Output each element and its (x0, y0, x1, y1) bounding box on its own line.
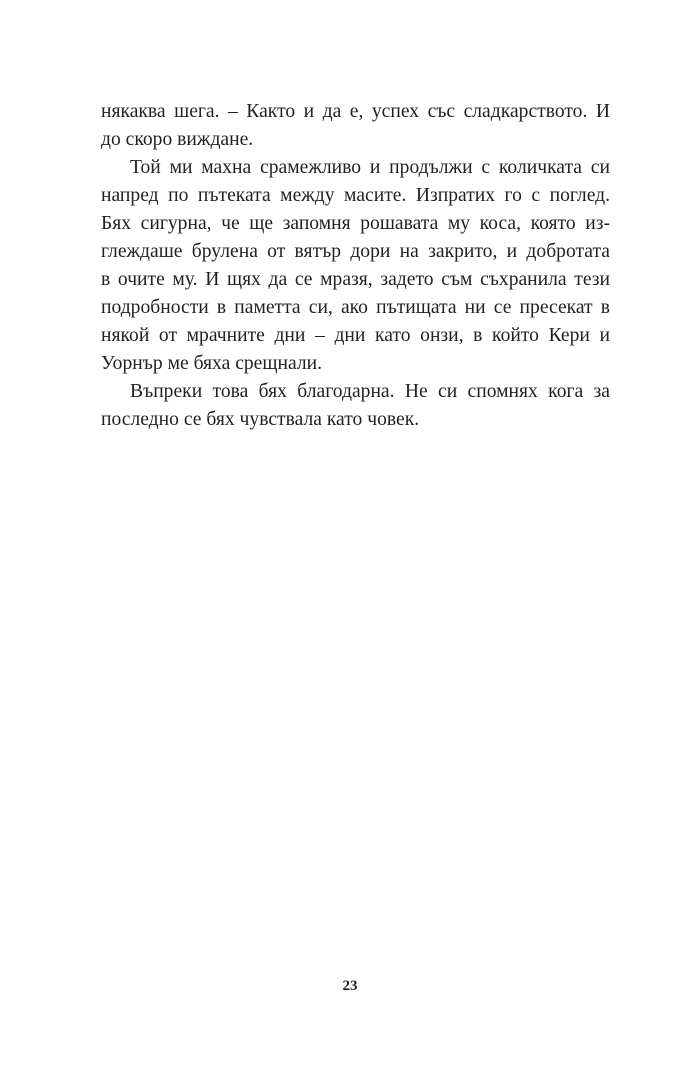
body-text (101, 98, 610, 434)
text-line: в очите му. И щях да се мразя, задето съм съхранила тези (101, 269, 610, 290)
text-line: Въпреки това бях благодарна. Не си спомнях кога за (130, 381, 610, 402)
text-line: някаква шега. – Както и да е, успех със сладкарството. И (101, 101, 610, 122)
text-line: до скоро виждане. (101, 129, 254, 150)
text-line: Бях сигурна, че ще запомня рошавата му коса, която из- (101, 213, 610, 234)
text-line: глеждаше брулена от вятър дори на закрито, и добротата (101, 241, 610, 262)
text-line: последно се бях чувствала като човек. (101, 409, 420, 430)
text-line: подробности в паметта си, ако пътищата ни се пресекат в (101, 297, 610, 318)
text-line: някой от мрачните дни – дни като онзи, в който Кери и (101, 325, 610, 346)
text-line: напред по пътеката между масите. Изпратих го с поглед. (101, 185, 610, 206)
text-line: Уорнър ме бяха срещнали. (101, 353, 322, 374)
text-line: Той ми махна срамежливо и продължи с количката си (130, 157, 610, 178)
page-number: 23 (342, 978, 358, 994)
